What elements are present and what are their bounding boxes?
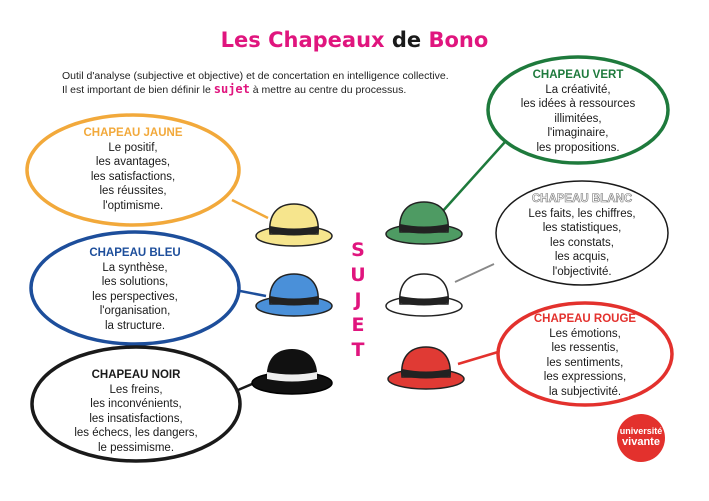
- hat-title-blanc: CHAPEAU BLANC: [531, 193, 633, 205]
- center-word-sujet: S U J E T: [350, 239, 366, 361]
- hat-vert-icon: [386, 202, 462, 244]
- intro-line-1: Outil d'analyse (subjective et objective) et de concertation en intelligence collective.: [62, 70, 449, 82]
- bubble-text-jaune: CHAPEAU JAUNE Le positif, les avantages, les satisfactions, les réussites, l'optimisme.: [33, 126, 233, 213]
- hat-title-noir: CHAPEAU NOIR: [91, 369, 181, 381]
- hat-rouge-icon: [388, 347, 464, 389]
- universite-vivante-logo: université vivante: [617, 414, 665, 462]
- hat-jaune-icon: [256, 204, 332, 246]
- intro-text: [62, 70, 502, 97]
- hat-title-rouge: CHAPEAU ROUGE: [533, 313, 637, 325]
- title-part-2: de: [384, 28, 429, 52]
- bubble-text-noir: CHAPEAU NOIR Les freins, les inconvénients, les insatisfactions, les échecs, les dangers, le pessimisme.: [36, 368, 236, 455]
- connector-jaune: [232, 200, 268, 218]
- hat-blanc-icon: [386, 274, 462, 316]
- bubble-text-rouge: CHAPEAU ROUGE Les émotions, les ressentis, les sentiments, les expressions, la subjectivité.: [498, 312, 672, 399]
- bubble-text-blanc: CHAPEAU BLANC Les faits, les chiffres, les statistiques, les constats, les acquis, l'objectivité.: [496, 192, 668, 279]
- title-part-1: Les Chapeaux: [220, 28, 385, 52]
- intro-keyword: sujet: [213, 82, 250, 96]
- connector-rouge: [458, 352, 498, 364]
- connector-blanc: [455, 264, 494, 282]
- intro-line-2: Il est important de bien définir le sujet à mettre au centre du processus.: [62, 82, 407, 96]
- hat-bleu-icon: [256, 274, 332, 316]
- bubble-text-vert: CHAPEAU VERT La créativité, les idées à ressources illimitées, l'imaginaire, les propositions.: [488, 68, 668, 155]
- page-title: [0, 28, 709, 52]
- bubble-text-bleu: CHAPEAU BLEU La synthèse, les solutions, les perspectives, l'organisation, la structure.: [35, 246, 235, 333]
- hat-noir-icon: [252, 349, 332, 394]
- hat-title-bleu: CHAPEAU BLEU: [89, 247, 181, 259]
- hat-title-vert: CHAPEAU VERT: [532, 69, 624, 81]
- hat-title-jaune: CHAPEAU JAUNE: [83, 127, 183, 139]
- title-part-3: Bono: [428, 28, 489, 52]
